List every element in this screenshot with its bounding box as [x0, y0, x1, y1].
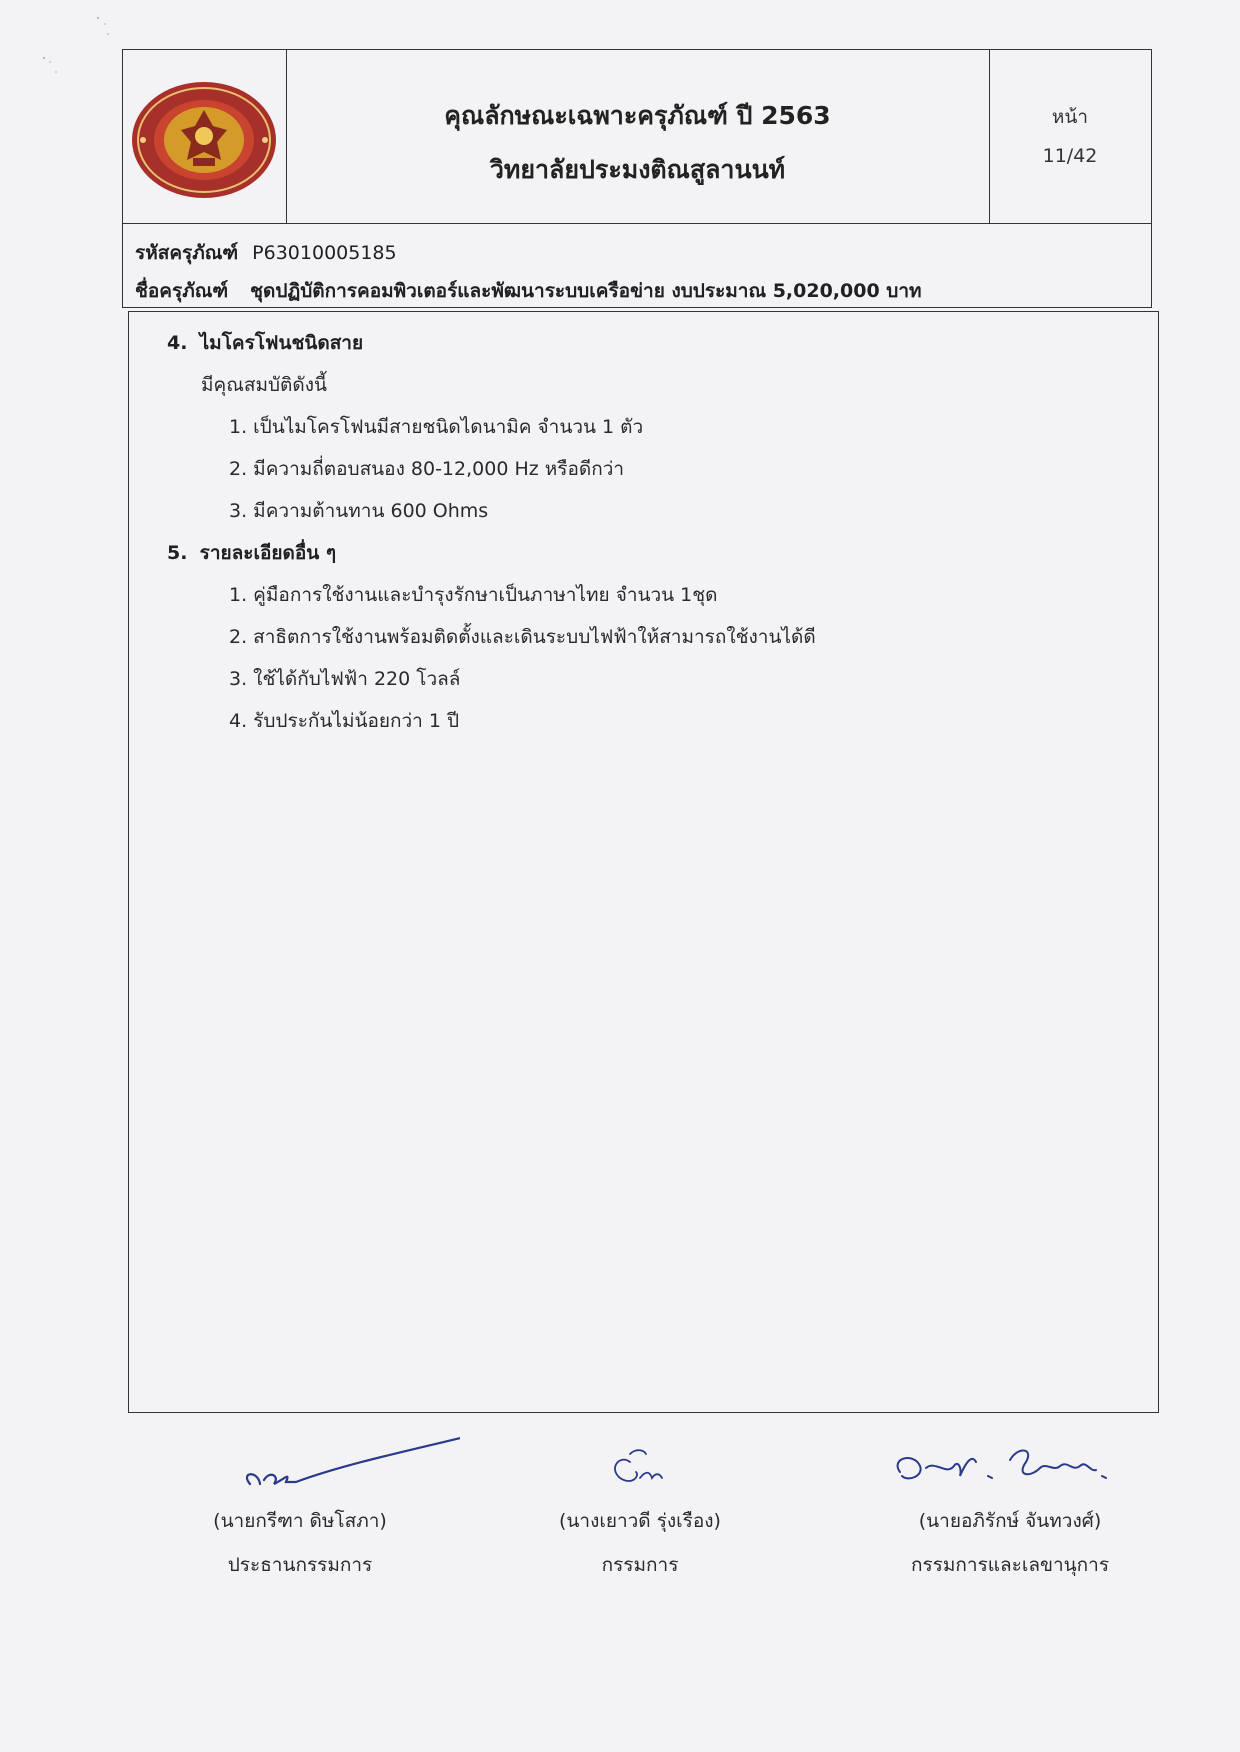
vocational-commission-seal-icon	[129, 80, 279, 200]
list-item: 3. ใช้ได้กับไฟฟ้า 220 โวลล์	[229, 668, 461, 690]
signatory-role: ประธานกรรมการ	[227, 1554, 373, 1576]
institution-name: วิทยาลัยประมงติณสูลานนท์	[489, 155, 786, 184]
section-title: รายละเอียดอื่น ๆ	[199, 542, 337, 564]
list-item: 1. เป็นไมโครโฟนมีสายชนิดไดนามิค จำนวน 1 ตัว	[229, 416, 644, 438]
section-number: 5.	[167, 542, 188, 564]
document-header	[122, 49, 1152, 224]
section-title: ไมโครโฟนชนิดสาย	[199, 332, 364, 354]
handwritten-signature	[480, 1432, 800, 1502]
scan-artifact	[30, 10, 120, 80]
list-item: 2. สาธิตการใช้งานพร้อมติดตั้งและเดินระบบไฟฟ้าให้สามารถใช้งานได้ดี	[229, 626, 816, 648]
signatory-role: กรรมการและเลขานุการ	[910, 1554, 1110, 1576]
item-name-label: ชื่อครุภัณฑ์	[135, 280, 229, 302]
signatory-name: (นายอภิรักษ์ จันทวงศ์)	[918, 1510, 1102, 1532]
list-item: 4. รับประกันไม่น้อยกว่า 1 ปี	[229, 710, 460, 732]
section-heading	[167, 328, 363, 358]
item-code-value: P63010005185	[252, 242, 397, 264]
page-number: 11/42	[1042, 145, 1098, 167]
section-intro: มีคุณสมบัติดังนี้	[201, 374, 327, 396]
page-label: หน้า	[1051, 106, 1089, 128]
signatory-name: (นางเยาวดี รุ่งเรือง)	[559, 1510, 721, 1532]
list-item: 1. คู่มือการใช้งานและบำรุงรักษาเป็นภาษาไทย จำนวน 1ชุด	[229, 584, 718, 606]
handwritten-signature	[850, 1432, 1170, 1502]
section-number: 4.	[167, 332, 188, 354]
section-heading	[167, 538, 336, 568]
item-name-value: ชุดปฏิบัติการคอมพิวเตอร์และพัฒนาระบบเครือข่าย งบประมาณ 5,020,000 บาท	[250, 280, 922, 302]
handwritten-signature	[140, 1432, 460, 1502]
item-code-row	[135, 238, 397, 268]
list-item: 2. มีความถี่ตอบสนอง 80-12,000 Hz หรือดีกว่า	[229, 458, 625, 480]
title-cell	[286, 50, 990, 223]
item-info	[122, 224, 1152, 308]
document-title: คุณลักษณะเฉพาะครุภัณฑ์ ปี 2563	[444, 101, 831, 130]
signatory-role: กรรมการ	[601, 1554, 679, 1576]
page-cell	[989, 50, 1151, 223]
signatory-name: (นายกรีฑา ดิษโสภา)	[213, 1510, 387, 1532]
item-name-row	[135, 276, 922, 306]
logo-cell	[123, 50, 287, 223]
item-code-label: รหัสครุภัณฑ์	[135, 242, 239, 264]
specification-content	[128, 311, 1159, 1413]
list-item: 3. มีความต้านทาน 600 Ohms	[229, 500, 489, 522]
